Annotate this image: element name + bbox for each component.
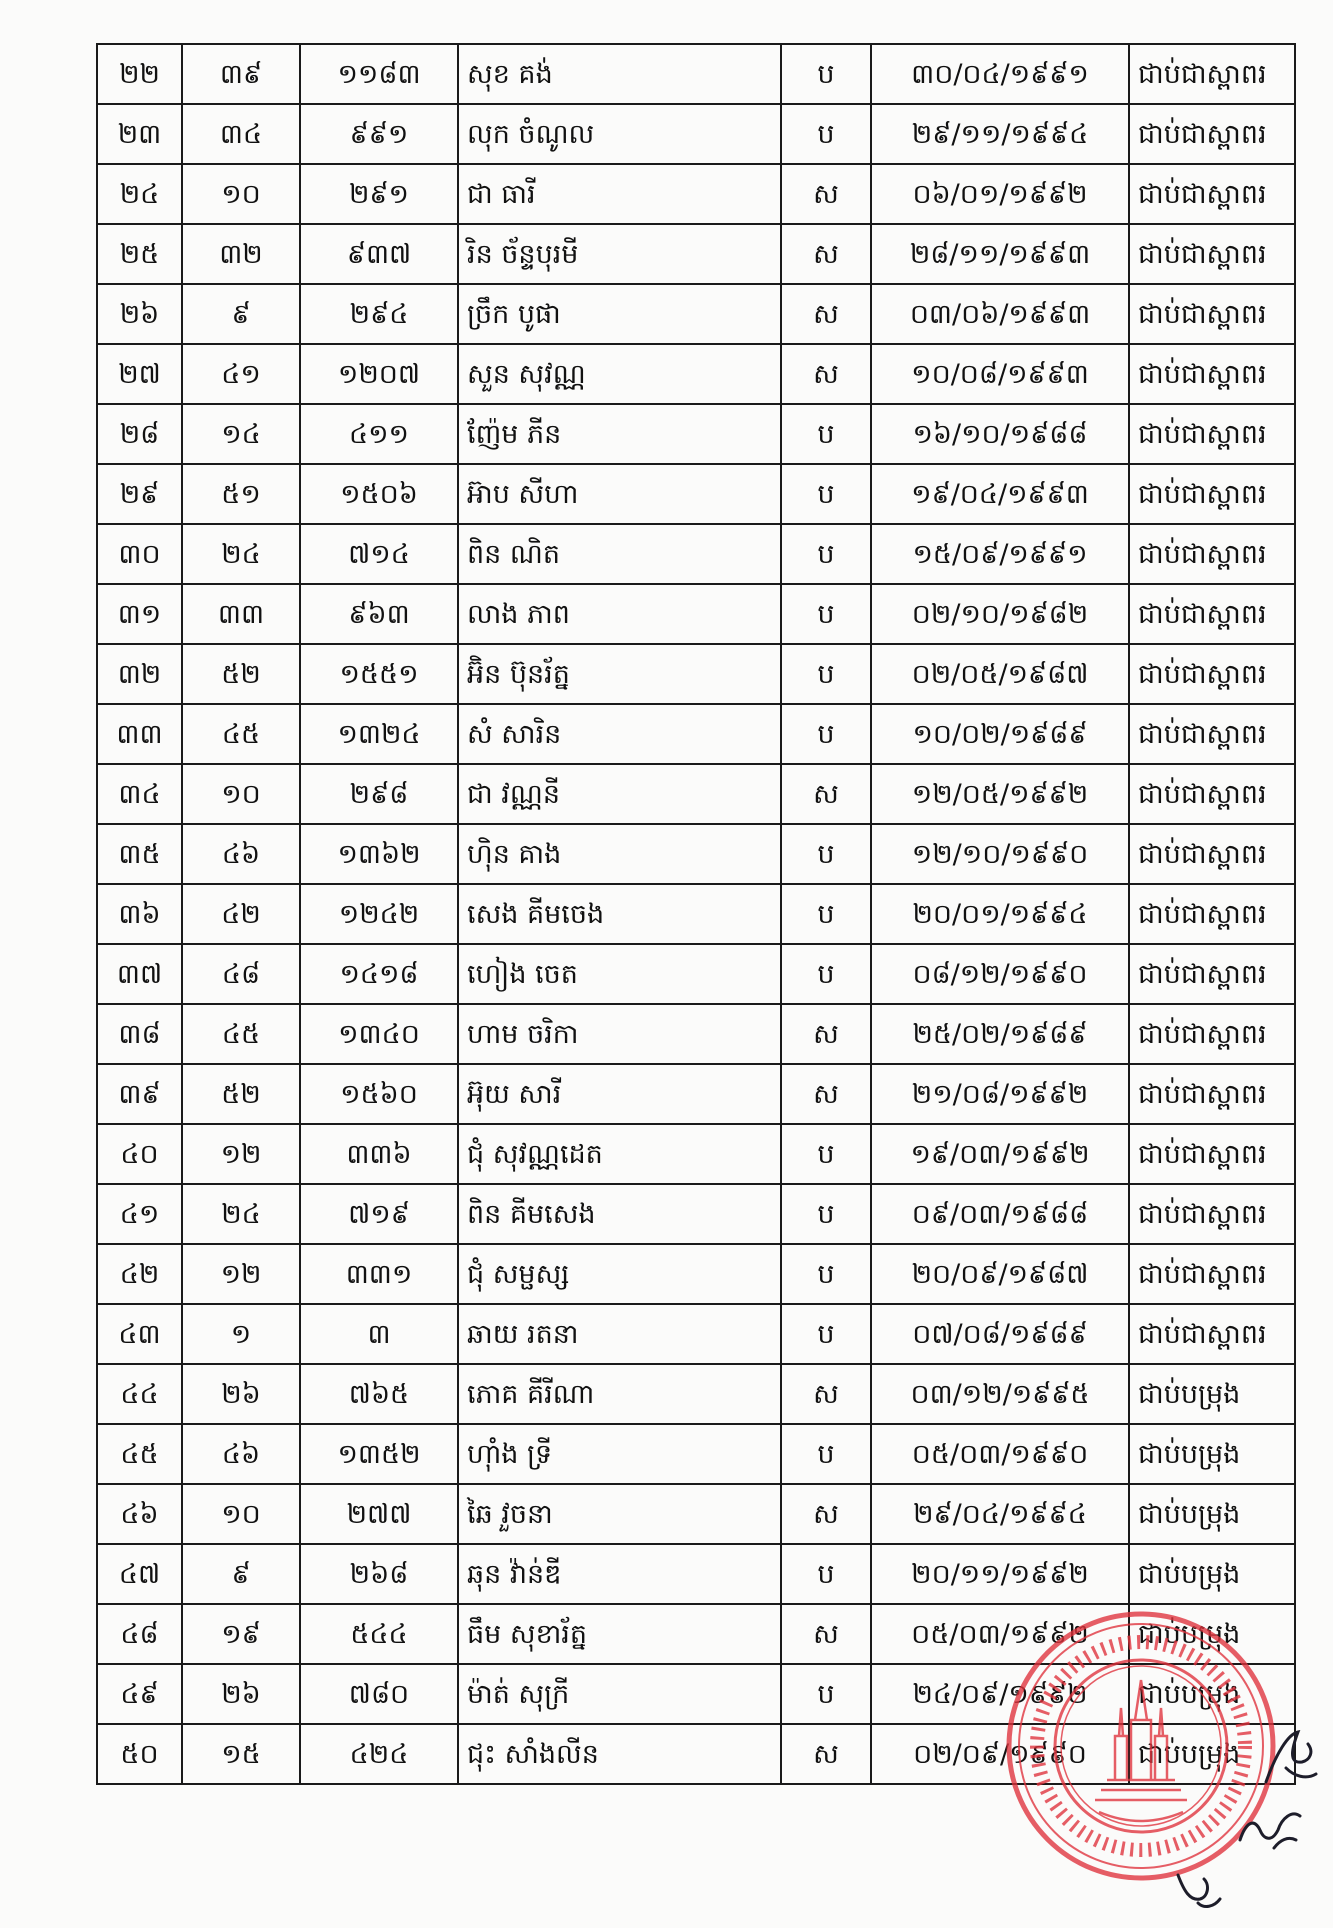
status-cell: ជាប់ជាស្ពាពរ	[1129, 1244, 1295, 1304]
status-cell: ជាប់ជាស្ពាពរ	[1129, 1124, 1295, 1184]
code-cell: ៩៦៣	[300, 584, 458, 644]
name-cell: ម៉ាត់ សុក្រី	[458, 1664, 781, 1724]
sex-cell: ប	[781, 1184, 871, 1244]
sex-cell: ស	[781, 284, 871, 344]
name-cell: ហាម ចរិកា	[458, 1004, 781, 1064]
table-row	[97, 884, 1295, 944]
status-cell: ជាប់ជាស្ពាពរ	[1129, 524, 1295, 584]
row-number-cell: ៣៨	[97, 1004, 182, 1064]
date-cell: ២៥/០២/១៩៨៩	[871, 1004, 1129, 1064]
group-cell: ៥១	[182, 464, 300, 524]
name-cell: រិន ច័ន្ទបុរមី	[458, 224, 781, 284]
status-cell: ជាប់ជាស្ពាពរ	[1129, 1064, 1295, 1124]
status-cell: ជាប់ជាស្ពាពរ	[1129, 704, 1295, 764]
name-cell: ឆៃ វួចនា	[458, 1484, 781, 1544]
row-number-cell: ៤៤	[97, 1364, 182, 1424]
table-row	[97, 1604, 1295, 1664]
code-cell: ៧១៩	[300, 1184, 458, 1244]
table-row	[97, 524, 1295, 584]
row-number-cell: ៣១	[97, 584, 182, 644]
group-cell: ២៤	[182, 524, 300, 584]
date-cell: ៣០/០៤/១៩៩១	[871, 44, 1129, 104]
name-cell: ភោគ គីរីណា	[458, 1364, 781, 1424]
group-cell: ២៦	[182, 1664, 300, 1724]
code-cell: ៧១៤	[300, 524, 458, 584]
status-cell: ជាប់ជាស្ពាពរ	[1129, 344, 1295, 404]
table-row	[97, 704, 1295, 764]
sex-cell: ប	[781, 1664, 871, 1724]
status-cell: ជាប់ជាស្ពាពរ	[1129, 104, 1295, 164]
name-cell: សុខ គង់	[458, 44, 781, 104]
name-cell: ជុំ សម្ផស្ស	[458, 1244, 781, 1304]
table-body	[97, 44, 1295, 1784]
table-row	[97, 464, 1295, 524]
row-number-cell: ២៤	[97, 164, 182, 224]
group-cell: ១០	[182, 164, 300, 224]
status-cell: ជាប់បម្រុង	[1129, 1364, 1295, 1424]
group-cell: ៣៣	[182, 584, 300, 644]
row-number-cell: ៣៦	[97, 884, 182, 944]
date-cell: ០៥/០៣/១៩៩២	[871, 1604, 1129, 1664]
row-number-cell: ៤២	[97, 1244, 182, 1304]
name-cell: សំ សារិន	[458, 704, 781, 764]
sex-cell: ប	[781, 524, 871, 584]
code-cell: ១៥៦០	[300, 1064, 458, 1124]
date-cell: ០៧/០៨/១៩៨៩	[871, 1304, 1129, 1364]
status-cell: ជាប់បម្រុង	[1129, 1604, 1295, 1664]
sex-cell: ប	[781, 944, 871, 1004]
date-cell: ២០/១១/១៩៩២	[871, 1544, 1129, 1604]
name-cell: ពិន គីមសេង	[458, 1184, 781, 1244]
name-cell: ជា វណ្ណនី	[458, 764, 781, 824]
name-cell: អ៊ាប សីហា	[458, 464, 781, 524]
row-number-cell: ៣០	[97, 524, 182, 584]
row-number-cell: ៤១	[97, 1184, 182, 1244]
status-cell: ជាប់ជាស្ពាពរ	[1129, 1004, 1295, 1064]
group-cell: ១០	[182, 1484, 300, 1544]
group-cell: ៩	[182, 1544, 300, 1604]
sex-cell: ប	[781, 824, 871, 884]
date-cell: ១០/០៨/១៩៩៣	[871, 344, 1129, 404]
sex-cell: ស	[781, 1004, 871, 1064]
group-cell: ៤៦	[182, 1424, 300, 1484]
table-row	[97, 44, 1295, 104]
sex-cell: ស	[781, 1484, 871, 1544]
table-row	[97, 1544, 1295, 1604]
sex-cell: ស	[781, 1064, 871, 1124]
table-row	[97, 1064, 1295, 1124]
row-number-cell: ២៩	[97, 464, 182, 524]
name-cell: លុក ចំណូល	[458, 104, 781, 164]
table-row	[97, 1364, 1295, 1424]
code-cell: ២៩៨	[300, 764, 458, 824]
sex-cell: ប	[781, 404, 871, 464]
date-cell: ១០/០២/១៩៨៩	[871, 704, 1129, 764]
table-row	[97, 1184, 1295, 1244]
code-cell: ៥៤៤	[300, 1604, 458, 1664]
code-cell: ១៥០៦	[300, 464, 458, 524]
code-cell: ៧៨០	[300, 1664, 458, 1724]
sex-cell: ស	[781, 1604, 871, 1664]
row-number-cell: ៥០	[97, 1724, 182, 1784]
date-cell: ០២/១០/១៩៨២	[871, 584, 1129, 644]
date-cell: ១៩/០៤/១៩៩៣	[871, 464, 1129, 524]
table-row	[97, 104, 1295, 164]
code-cell: ៣៣១	[300, 1244, 458, 1304]
code-cell: ៣	[300, 1304, 458, 1364]
name-cell: ធឹម សុខារ័ត្ន	[458, 1604, 781, 1664]
status-cell: ជាប់ជាស្ពាពរ	[1129, 224, 1295, 284]
table-row	[97, 1424, 1295, 1484]
sex-cell: ប	[781, 1304, 871, 1364]
group-cell: ៤១	[182, 344, 300, 404]
date-cell: ១៩/០៣/១៩៩២	[871, 1124, 1129, 1184]
sex-cell: ប	[781, 704, 871, 764]
table-row	[97, 1484, 1295, 1544]
sex-cell: ប	[781, 1124, 871, 1184]
row-number-cell: ២៨	[97, 404, 182, 464]
code-cell: ១២៤២	[300, 884, 458, 944]
status-cell: ជាប់បម្រុង	[1129, 1424, 1295, 1484]
name-cell: ជា ធារី	[458, 164, 781, 224]
row-number-cell: ៣៣	[97, 704, 182, 764]
status-cell: ជាប់ជាស្ពាពរ	[1129, 464, 1295, 524]
row-number-cell: ៣២	[97, 644, 182, 704]
status-cell: ជាប់ជាស្ពាពរ	[1129, 1184, 1295, 1244]
row-number-cell: ២៣	[97, 104, 182, 164]
code-cell: ១៣៦២	[300, 824, 458, 884]
sex-cell: ស	[781, 344, 871, 404]
code-cell: ២៩៤	[300, 284, 458, 344]
status-cell: ជាប់បម្រុង	[1129, 1544, 1295, 1604]
status-cell: ជាប់ជាស្ពាពរ	[1129, 284, 1295, 344]
sex-cell: ប	[781, 884, 871, 944]
table-row	[97, 764, 1295, 824]
group-cell: ៣៤	[182, 104, 300, 164]
group-cell: ២៤	[182, 1184, 300, 1244]
code-cell: ៩៩១	[300, 104, 458, 164]
group-cell: ២៦	[182, 1364, 300, 1424]
date-cell: ១២/១០/១៩៩០	[871, 824, 1129, 884]
sex-cell: ប	[781, 584, 871, 644]
name-cell: ឆុន វ៉ាន់ឌី	[458, 1544, 781, 1604]
code-cell: ៤១១	[300, 404, 458, 464]
sex-cell: ប	[781, 644, 871, 704]
group-cell: ១២	[182, 1124, 300, 1184]
code-cell: ១៥៥១	[300, 644, 458, 704]
date-cell: ១៥/០៩/១៩៩១	[871, 524, 1129, 584]
date-cell: ០២/០៩/១៩៩០	[871, 1724, 1129, 1784]
status-cell: ជាប់ជាស្ពាពរ	[1129, 1304, 1295, 1364]
status-cell: ជាប់ជាស្ពាពរ	[1129, 404, 1295, 464]
sex-cell: ស	[781, 764, 871, 824]
date-cell: ២១/០៨/១៩៩២	[871, 1064, 1129, 1124]
sex-cell: ស	[781, 1364, 871, 1424]
signature-mark-3	[1170, 1855, 1228, 1915]
status-cell: ជាប់ជាស្ពាពរ	[1129, 884, 1295, 944]
status-cell: ជាប់ជាស្ពាពរ	[1129, 824, 1295, 884]
table-row	[97, 404, 1295, 464]
date-cell: ២៨/១១/១៩៩៣	[871, 224, 1129, 284]
group-cell: ៤៥	[182, 1004, 300, 1064]
row-number-cell: ៤៦	[97, 1484, 182, 1544]
name-cell: ឆាយ រតនា	[458, 1304, 781, 1364]
table-row	[97, 344, 1295, 404]
group-cell: ៤៦	[182, 824, 300, 884]
code-cell: ១២០៧	[300, 344, 458, 404]
name-cell: ច្រឹក បូផា	[458, 284, 781, 344]
table-row	[97, 1124, 1295, 1184]
row-number-cell: ២៥	[97, 224, 182, 284]
code-cell: ១១៨៣	[300, 44, 458, 104]
code-cell: ១៣៤០	[300, 1004, 458, 1064]
signature-mark-2	[1230, 1800, 1308, 1856]
code-cell: ៣៣៦	[300, 1124, 458, 1184]
group-cell: ១២	[182, 1244, 300, 1304]
date-cell: ២០/០១/១៩៩៤	[871, 884, 1129, 944]
group-cell: ៣៩	[182, 44, 300, 104]
name-cell: ហៀង ចេត	[458, 944, 781, 1004]
date-cell: ០៨/១២/១៩៩០	[871, 944, 1129, 1004]
status-cell: ជាប់បម្រុង	[1129, 1724, 1295, 1784]
code-cell: ២៧៧	[300, 1484, 458, 1544]
row-number-cell: ២២	[97, 44, 182, 104]
code-cell: ៧៦៥	[300, 1364, 458, 1424]
row-number-cell: ៣៥	[97, 824, 182, 884]
date-cell: ០២/០៥/១៩៨៧	[871, 644, 1129, 704]
date-cell: ០៥/០៣/១៩៩០	[871, 1424, 1129, 1484]
table-row	[97, 1004, 1295, 1064]
sex-cell: ប	[781, 104, 871, 164]
name-cell: ជុំ សុវណ្ណដេត	[458, 1124, 781, 1184]
date-cell: ០៣/០៦/១៩៩៣	[871, 284, 1129, 344]
sex-cell: ប	[781, 1244, 871, 1304]
name-cell: ជុះ សាំងលីន	[458, 1724, 781, 1784]
row-number-cell: ២៧	[97, 344, 182, 404]
name-cell: ហ៊ិន គាង	[458, 824, 781, 884]
group-cell: ៤៥	[182, 704, 300, 764]
group-cell: ១	[182, 1304, 300, 1364]
table-row	[97, 944, 1295, 1004]
code-cell: ១៣២៤	[300, 704, 458, 764]
status-cell: ជាប់ជាស្ពាពរ	[1129, 644, 1295, 704]
table-row	[97, 1664, 1295, 1724]
date-cell: ០៦/០១/១៩៩២	[871, 164, 1129, 224]
status-cell: ជាប់ជាស្ពាពរ	[1129, 44, 1295, 104]
group-cell: ៤៨	[182, 944, 300, 1004]
results-table	[96, 43, 1296, 1785]
table-row	[97, 584, 1295, 644]
group-cell: ១០	[182, 764, 300, 824]
group-cell: ៣២	[182, 224, 300, 284]
row-number-cell: ៣៤	[97, 764, 182, 824]
group-cell: ៥២	[182, 644, 300, 704]
table-row	[97, 824, 1295, 884]
code-cell: ២៩១	[300, 164, 458, 224]
row-number-cell: ៤៥	[97, 1424, 182, 1484]
name-cell: ញ៉ែម ភីន	[458, 404, 781, 464]
group-cell: ៥២	[182, 1064, 300, 1124]
table-row	[97, 1724, 1295, 1784]
code-cell: ១៣៥២	[300, 1424, 458, 1484]
table-row	[97, 224, 1295, 284]
name-cell: អ៊ិន ប៊ុនរ័ត្ន	[458, 644, 781, 704]
code-cell: ៩៣៧	[300, 224, 458, 284]
row-number-cell: ៤៨	[97, 1604, 182, 1664]
code-cell: ៤២៤	[300, 1724, 458, 1784]
status-cell: ជាប់ជាស្ពាពរ	[1129, 764, 1295, 824]
name-cell: អ៊ុយ សារី	[458, 1064, 781, 1124]
row-number-cell: ២៦	[97, 284, 182, 344]
sex-cell: ប	[781, 1544, 871, 1604]
sex-cell: ប	[781, 1424, 871, 1484]
sex-cell: ស	[781, 1724, 871, 1784]
sex-cell: ប	[781, 44, 871, 104]
code-cell: ១៤១៨	[300, 944, 458, 1004]
date-cell: ១២/០៥/១៩៩២	[871, 764, 1129, 824]
table-row	[97, 284, 1295, 344]
name-cell: ហ៊ាំង ទ្រី	[458, 1424, 781, 1484]
row-number-cell: ៤៧	[97, 1544, 182, 1604]
group-cell: ១៩	[182, 1604, 300, 1664]
date-cell: ២០/០៩/១៩៨៧	[871, 1244, 1129, 1304]
name-cell: សេង គីមចេង	[458, 884, 781, 944]
sex-cell: ស	[781, 164, 871, 224]
group-cell: ១៤	[182, 404, 300, 464]
sex-cell: ប	[781, 464, 871, 524]
row-number-cell: ៤៩	[97, 1664, 182, 1724]
table-row	[97, 1244, 1295, 1304]
name-cell: សួន សុវណ្ណ	[458, 344, 781, 404]
table-row	[97, 164, 1295, 224]
code-cell: ២៦៨	[300, 1544, 458, 1604]
group-cell: ៩	[182, 284, 300, 344]
date-cell: ០៩/០៣/១៩៨៨	[871, 1184, 1129, 1244]
table-row	[97, 644, 1295, 704]
status-cell: ជាប់បម្រុង	[1129, 1484, 1295, 1544]
status-cell: ជាប់បម្រុង	[1129, 1664, 1295, 1724]
name-cell: លាង ភាព	[458, 584, 781, 644]
date-cell: ២៩/០៤/១៩៩៤	[871, 1484, 1129, 1544]
row-number-cell: ៣៩	[97, 1064, 182, 1124]
date-cell: ១៦/១០/១៩៨៨	[871, 404, 1129, 464]
row-number-cell: ៤៣	[97, 1304, 182, 1364]
date-cell: ២៩/១១/១៩៩៤	[871, 104, 1129, 164]
status-cell: ជាប់ជាស្ពាពរ	[1129, 164, 1295, 224]
date-cell: ០៣/១២/១៩៩៥	[871, 1364, 1129, 1424]
group-cell: ៤២	[182, 884, 300, 944]
status-cell: ជាប់ជាស្ពាពរ	[1129, 584, 1295, 644]
sex-cell: ស	[781, 224, 871, 284]
row-number-cell: ៣៧	[97, 944, 182, 1004]
row-number-cell: ៤០	[97, 1124, 182, 1184]
group-cell: ១៥	[182, 1724, 300, 1784]
table-row	[97, 1304, 1295, 1364]
status-cell: ជាប់ជាស្ពាពរ	[1129, 944, 1295, 1004]
name-cell: ពិន ណិត	[458, 524, 781, 584]
date-cell: ២៤/០៩/១៩៩២	[871, 1664, 1129, 1724]
